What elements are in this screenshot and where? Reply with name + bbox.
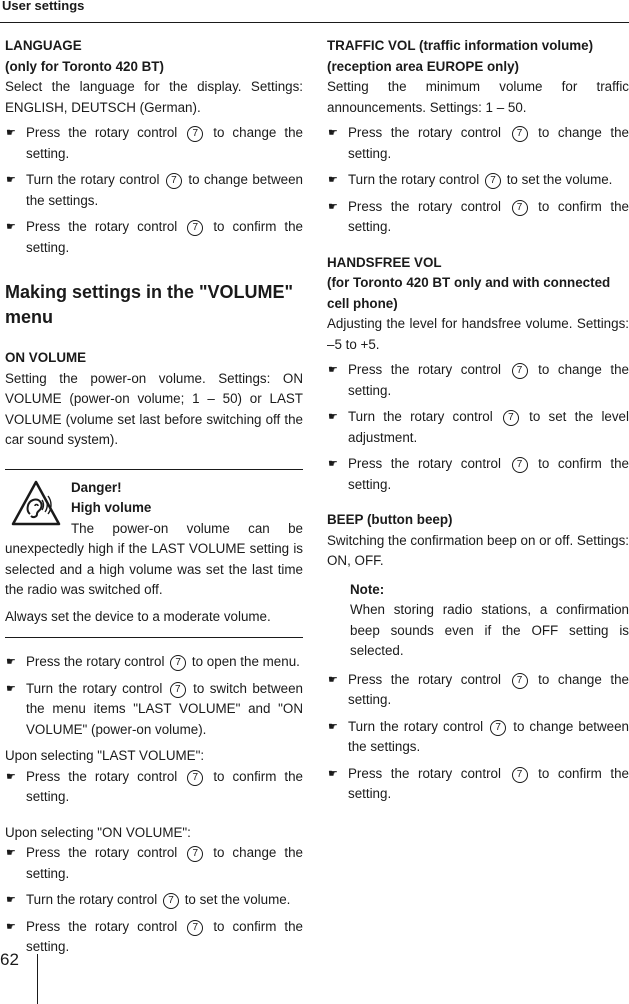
- step-text: Press the rotary control: [26, 654, 165, 669]
- handsfree-heading: HANDSFREE VOL: [327, 254, 442, 270]
- step-text: to confirm the setting.: [26, 918, 303, 954]
- step-text: to change the setting.: [348, 362, 629, 398]
- beep-description: Switching the confirmation beep on or off. Settings: ON, OFF.: [327, 532, 629, 568]
- instruction-step: [5, 890, 303, 911]
- step-text: to change between the settings.: [348, 718, 629, 754]
- instruction-step: [327, 360, 629, 401]
- step-text: to change the setting.: [348, 671, 629, 707]
- instruction-step: [327, 454, 629, 495]
- instruction-step: [327, 670, 629, 711]
- step-text: to confirm the setting.: [348, 765, 629, 801]
- control-number-badge: 7: [170, 655, 186, 671]
- page-header: [0, 0, 629, 23]
- traffic-subheading: (reception area EUROPE only): [327, 58, 519, 74]
- control-number-badge: 7: [187, 220, 203, 236]
- pointing-hand-icon: ☛: [6, 656, 16, 668]
- step-text: Press the rotary control: [348, 198, 501, 214]
- traffic-heading: TRAFFIC VOL (traffic information volume): [327, 38, 594, 53]
- upon-last-volume: Upon selecting "LAST VOLUME":: [5, 748, 205, 763]
- beep-steps: [327, 670, 629, 805]
- control-number-badge: 7: [187, 920, 203, 936]
- step-text: to confirm the setting.: [348, 456, 629, 492]
- step-text: to change the setting.: [348, 125, 629, 161]
- control-number-badge: 7: [166, 173, 182, 189]
- beep-note: [327, 580, 629, 662]
- language-description: Select the language for the display. Settings: ENGLISH, DEUTSCH (German).: [5, 79, 303, 115]
- pointing-hand-icon: ☛: [6, 127, 16, 139]
- instruction-step: [5, 767, 303, 808]
- handsfree-steps: [327, 360, 629, 495]
- footer-divider: [37, 954, 38, 1004]
- step-text: Press the rotary control: [348, 362, 501, 377]
- right-column: [327, 36, 629, 811]
- danger-title: High volume: [71, 500, 152, 515]
- step-text: to change between the settings.: [26, 172, 303, 208]
- step-text: Press the rotary control: [348, 765, 501, 781]
- volume-menu-heading: Making settings in the "VOLUME" menu: [5, 282, 294, 327]
- traffic-description: Setting the minimum volume for traffic announcements. Settings: 1 – 50.: [327, 79, 629, 115]
- pointing-hand-icon: ☛: [6, 770, 16, 783]
- step-text: Press the rotary control: [26, 918, 178, 934]
- instruction-step: [5, 843, 303, 884]
- beep-heading: BEEP (button beep): [327, 512, 453, 527]
- step-text: to set the level adjustment.: [348, 409, 629, 445]
- control-number-badge: 7: [485, 173, 501, 189]
- control-number-badge: 7: [163, 893, 179, 909]
- step-text: to confirm the setting.: [26, 768, 303, 804]
- on-volume-description: Setting the power-on volume. Settings: ON VOLUME (power-on volume; 1 – 50) or LAST VOLUME (volume set last before switching off the car sound system).: [5, 370, 303, 447]
- pointing-hand-icon: ☛: [328, 411, 338, 423]
- step-text: Turn the rotary control: [26, 680, 163, 696]
- pointing-hand-icon: ☛: [328, 767, 338, 780]
- on-volume-heading: ON VOLUME: [5, 350, 87, 365]
- instruction-step: [327, 764, 629, 805]
- step-text: Press the rotary control: [348, 125, 501, 140]
- instruction-step: [327, 123, 629, 164]
- instruction-step: [5, 679, 303, 741]
- on-volume-steps: [5, 843, 303, 958]
- step-text: to confirm the setting.: [26, 219, 303, 255]
- step-text: to change the setting.: [26, 125, 303, 161]
- control-number-badge: 7: [187, 770, 203, 786]
- step-text: Press the rotary control: [348, 456, 501, 471]
- note-label: Note:: [350, 581, 385, 597]
- instruction-step: [5, 170, 303, 211]
- control-number-badge: 7: [512, 767, 528, 783]
- language-heading: LANGUAGE: [5, 38, 82, 53]
- control-number-badge: 7: [170, 682, 186, 698]
- instruction-step: [5, 217, 303, 258]
- last-volume-steps: [5, 767, 303, 808]
- instruction-step: [327, 197, 629, 238]
- pointing-hand-icon: ☛: [328, 364, 338, 376]
- control-number-badge: 7: [490, 720, 506, 736]
- language-steps: [5, 123, 303, 258]
- pointing-hand-icon: ☛: [328, 458, 338, 470]
- pointing-hand-icon: ☛: [6, 174, 16, 186]
- handsfree-subheading: (for Toronto 420 BT only and with connected cell phone): [327, 275, 611, 311]
- step-text: to set the volume.: [184, 892, 291, 907]
- page-number: 62: [0, 950, 19, 969]
- pointing-hand-icon: ☛: [328, 673, 338, 686]
- danger-label: Danger!: [71, 479, 122, 495]
- step-text: Press the rotary control: [26, 845, 178, 860]
- control-number-badge: 7: [512, 457, 528, 473]
- step-text: Turn the rotary control: [26, 172, 160, 187]
- step-text: Press the rotary control: [26, 125, 178, 140]
- step-text: Turn the rotary control: [348, 718, 484, 734]
- menu-steps: [5, 652, 303, 740]
- instruction-step: [5, 652, 303, 673]
- step-text: to change the setting.: [26, 845, 303, 881]
- step-text: to set the volume.: [506, 172, 613, 187]
- hearing-warning-icon: [11, 480, 61, 526]
- control-number-badge: 7: [512, 126, 528, 142]
- handsfree-description: Adjusting the level for handsfree volume. Settings: –5 to +5.: [327, 316, 629, 352]
- language-subheading: (only for Toronto 420 BT): [5, 58, 164, 74]
- step-text: to open the menu.: [191, 654, 300, 669]
- pointing-hand-icon: ☛: [328, 720, 338, 733]
- instruction-step: [327, 407, 629, 448]
- step-text: to switch between the menu items "LAST VOLUME" and "ON VOLUME" (power-on volume).: [26, 680, 303, 737]
- control-number-badge: 7: [187, 846, 203, 862]
- instruction-step: [327, 717, 629, 758]
- control-number-badge: 7: [512, 200, 528, 216]
- pointing-hand-icon: ☛: [328, 127, 338, 139]
- pointing-hand-icon: ☛: [6, 894, 16, 906]
- pointing-hand-icon: ☛: [328, 200, 338, 213]
- danger-advice: Always set the device to a moderate volume.: [5, 608, 271, 624]
- step-text: Press the rotary control: [26, 768, 178, 784]
- danger-warning-box: [5, 469, 303, 639]
- control-number-badge: 7: [512, 673, 528, 689]
- step-text: to confirm the setting.: [348, 198, 629, 234]
- pointing-hand-icon: ☛: [6, 847, 16, 859]
- traffic-steps: [327, 123, 629, 238]
- section-title: User settings: [2, 0, 85, 13]
- control-number-badge: 7: [187, 126, 203, 142]
- pointing-hand-icon: ☛: [328, 174, 338, 186]
- danger-text: The power-on volume can be unexpectedly high if the LAST VOLUME setting is selected and a high volume was set the last time the radio was switched off.: [5, 520, 303, 597]
- step-text: Turn the rotary control: [26, 892, 158, 907]
- control-number-badge: 7: [503, 410, 519, 426]
- control-number-badge: 7: [512, 363, 528, 379]
- pointing-hand-icon: ☛: [6, 682, 16, 695]
- instruction-step: [327, 170, 629, 191]
- note-text: When storing radio stations, a confirmation beep sounds even if the OFF setting is selected.: [350, 602, 629, 658]
- step-text: Turn the rotary control: [348, 409, 493, 424]
- step-text: Press the rotary control: [26, 219, 178, 234]
- step-text: Turn the rotary control: [348, 172, 480, 187]
- left-column: [5, 36, 303, 964]
- step-text: Press the rotary control: [348, 671, 501, 687]
- pointing-hand-icon: ☛: [6, 221, 16, 233]
- pointing-hand-icon: ☛: [6, 920, 16, 933]
- upon-on-volume: Upon selecting "ON VOLUME":: [5, 824, 191, 840]
- instruction-step: [5, 917, 303, 958]
- instruction-step: [5, 123, 303, 164]
